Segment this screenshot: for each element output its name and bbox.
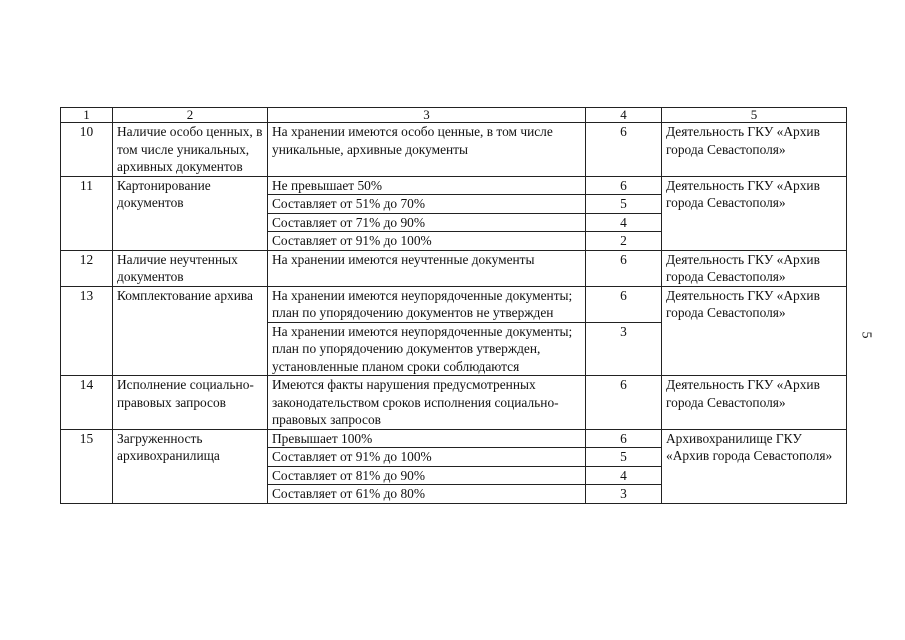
header-row <box>61 108 847 123</box>
criteria-table <box>60 107 847 504</box>
score-cell: 4 <box>586 466 662 485</box>
page-number: 5 <box>858 331 874 339</box>
condition-cell: Составляет от 51% до 70% <box>268 195 586 214</box>
header-cell: 4 <box>586 108 662 123</box>
score-cell: 6 <box>586 123 662 177</box>
header-cell: 5 <box>662 108 847 123</box>
row-number: 10 <box>61 123 113 177</box>
criterion-cell: Комплектование архива <box>113 286 268 376</box>
table-row <box>61 176 847 195</box>
header-cell: 1 <box>61 108 113 123</box>
table-row <box>61 376 847 430</box>
table-row <box>61 429 847 448</box>
condition-cell: Составляет от 91% до 100% <box>268 448 586 467</box>
row-number: 11 <box>61 176 113 250</box>
table-row <box>61 250 847 286</box>
score-cell: 6 <box>586 176 662 195</box>
condition-cell: Составляет от 81% до 90% <box>268 466 586 485</box>
condition-cell: На хранении имеются неупорядоченные документы; план по упорядочению документов не утвержден <box>268 286 586 322</box>
score-cell: 6 <box>586 250 662 286</box>
score-cell: 5 <box>586 195 662 214</box>
row-number: 12 <box>61 250 113 286</box>
criterion-cell: Наличие неучтенных документов <box>113 250 268 286</box>
header-cell: 3 <box>268 108 586 123</box>
criterion-cell: Исполнение социально-правовых запросов <box>113 376 268 430</box>
condition-cell: На хранении имеются особо ценные, в том числе уникальные, архивные документы <box>268 123 586 177</box>
condition-cell: Имеются факты нарушения предусмотренных законодательством сроков исполнения социально-правовых запросов <box>268 376 586 430</box>
header-cell: 2 <box>113 108 268 123</box>
condition-cell: Составляет от 71% до 90% <box>268 213 586 232</box>
criterion-cell: Наличие особо ценных, в том числе уникальных, архивных документов <box>113 123 268 177</box>
row-number: 13 <box>61 286 113 376</box>
condition-cell: Составляет от 91% до 100% <box>268 232 586 251</box>
score-cell: 6 <box>586 286 662 322</box>
row-number: 15 <box>61 429 113 503</box>
table-row <box>61 286 847 322</box>
score-cell: 4 <box>586 213 662 232</box>
source-cell: Архивохранилище ГКУ «Архив города Севастополя» <box>662 429 847 503</box>
criterion-cell: Картонирование документов <box>113 176 268 250</box>
source-cell: Деятельность ГКУ «Архив города Севастополя» <box>662 286 847 376</box>
source-cell: Деятельность ГКУ «Архив города Севастополя» <box>662 250 847 286</box>
condition-cell: На хранении имеются неупорядоченные документы; план по упорядочению документов утвержден, установленные планом сроки соблюдаются <box>268 322 586 376</box>
score-cell: 3 <box>586 322 662 376</box>
score-cell: 6 <box>586 429 662 448</box>
criterion-cell: Загруженность архивохранилища <box>113 429 268 503</box>
row-number: 14 <box>61 376 113 430</box>
table-row <box>61 123 847 177</box>
condition-cell: Составляет от 61% до 80% <box>268 485 586 504</box>
condition-cell: Превышает 100% <box>268 429 586 448</box>
score-cell: 3 <box>586 485 662 504</box>
score-cell: 5 <box>586 448 662 467</box>
source-cell: Деятельность ГКУ «Архив города Севастополя» <box>662 176 847 250</box>
source-cell: Деятельность ГКУ «Архив города Севастополя» <box>662 376 847 430</box>
condition-cell: На хранении имеются неучтенные документы <box>268 250 586 286</box>
source-cell: Деятельность ГКУ «Архив города Севастополя» <box>662 123 847 177</box>
score-cell: 2 <box>586 232 662 251</box>
score-cell: 6 <box>586 376 662 430</box>
condition-cell: Не превышает 50% <box>268 176 586 195</box>
